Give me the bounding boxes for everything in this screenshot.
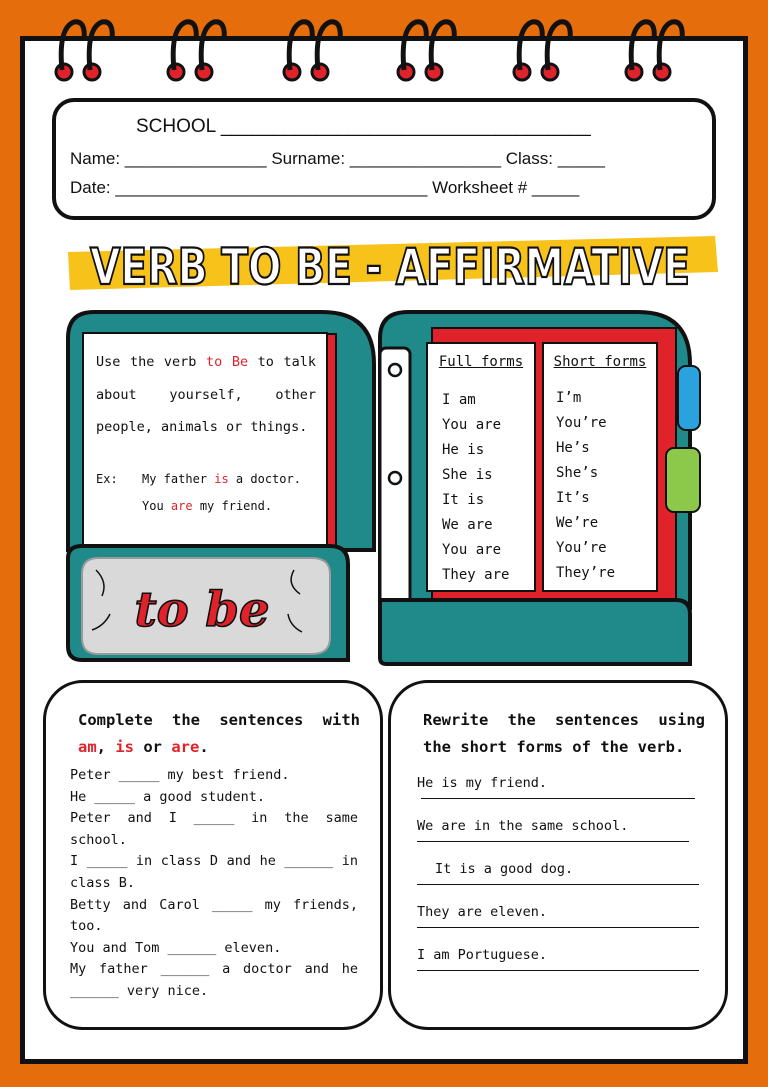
full-form-item: You are [442, 542, 502, 558]
rewrite-sentence: We are in the same school. [417, 818, 629, 834]
fill-in-sentence: You and Tom ______ eleven. [70, 939, 282, 956]
short-forms-heading: Short forms [553, 354, 647, 370]
to-be-label: to be [134, 582, 270, 638]
rule-card [82, 332, 328, 546]
example-label: Ex: [96, 471, 118, 486]
short-form-item: They’re [556, 565, 616, 581]
rewrite-item [417, 775, 703, 818]
full-form-item: You are [442, 417, 502, 433]
short-form-item: You’re [556, 540, 607, 556]
full-forms-heading: Full forms [438, 354, 524, 370]
fill-in-sentence: Peter _____ my best friend. [70, 767, 290, 783]
exercise-rewrite-box [388, 680, 728, 1030]
full-forms-column [426, 342, 536, 592]
exercise2-sentences [417, 775, 703, 990]
verb-forms-table [422, 342, 662, 594]
exercise-complete-box [43, 680, 383, 1030]
rewrite-sentence: He is my friend. [417, 775, 548, 791]
rewrite-item [417, 904, 703, 947]
short-form-item: I’m [556, 390, 582, 406]
name-surname-class-line: Name: _______________ Surname: ________________ Class: _____ [70, 149, 605, 168]
full-form-item: We are [442, 517, 493, 533]
fill-in-sentence: Peter and I _____ in the same school. [70, 810, 358, 848]
answer-line[interactable] [417, 884, 699, 885]
short-forms-column [542, 342, 658, 592]
full-form-item: She is [442, 467, 493, 483]
exercise1-sentences [70, 765, 358, 1003]
full-form-item: I am [442, 392, 476, 408]
rewrite-item [417, 861, 703, 904]
fill-in-sentence: My father ______ a doctor and he ______ very nice. [70, 961, 358, 999]
date-worksheet-line: Date: _________________________________ Worksheet # _____ [70, 178, 580, 197]
fill-in-sentence: He _____ a good student. [70, 788, 266, 805]
answer-line[interactable] [417, 927, 699, 928]
green-tab [666, 448, 700, 512]
exercise1-instruction: Complete the sentences with am, is or are. [78, 711, 360, 756]
answer-line[interactable] [417, 970, 699, 971]
answer-line[interactable] [417, 841, 689, 842]
rewrite-sentence: They are eleven. [417, 904, 548, 920]
student-info-box [52, 98, 716, 220]
short-form-item: You’re [556, 415, 607, 431]
short-form-item: We’re [556, 515, 599, 531]
rewrite-item [417, 818, 703, 861]
exercise2-instruction: Rewrite the sentences using the short forms of the verb. [423, 711, 705, 756]
full-form-item: It is [442, 492, 485, 508]
fill-in-sentence: Betty and Carol _____ my friends, too. [70, 896, 358, 935]
blue-tab [678, 366, 700, 430]
rewrite-sentence: I am Portuguese. [417, 947, 548, 963]
examples: Ex: My father is a doctor. You are my friend. [96, 466, 316, 520]
rewrite-item [417, 947, 703, 990]
rewrite-sentence: It is a good dog. [435, 861, 574, 877]
school-line: SCHOOL ___________________________________ [136, 116, 591, 137]
answer-line[interactable] [421, 798, 695, 799]
page-title: VERB TO BE - AFFIRMATIVE [90, 238, 690, 296]
short-form-item: He’s [556, 440, 590, 456]
title-banner [60, 228, 720, 300]
to-be-highlight: to Be [206, 354, 249, 370]
short-form-item: It’s [556, 490, 590, 506]
rule-explanation: Use the verb to Be to talk about yourself, other people, animals or things. [96, 354, 317, 435]
short-form-item: She’s [556, 465, 599, 481]
fill-in-sentence: I _____ in class D and he ______ in class B. [70, 853, 358, 891]
notebook-rings [0, 0, 768, 90]
full-form-item: He is [442, 442, 485, 458]
full-form-item: They are [442, 567, 510, 583]
